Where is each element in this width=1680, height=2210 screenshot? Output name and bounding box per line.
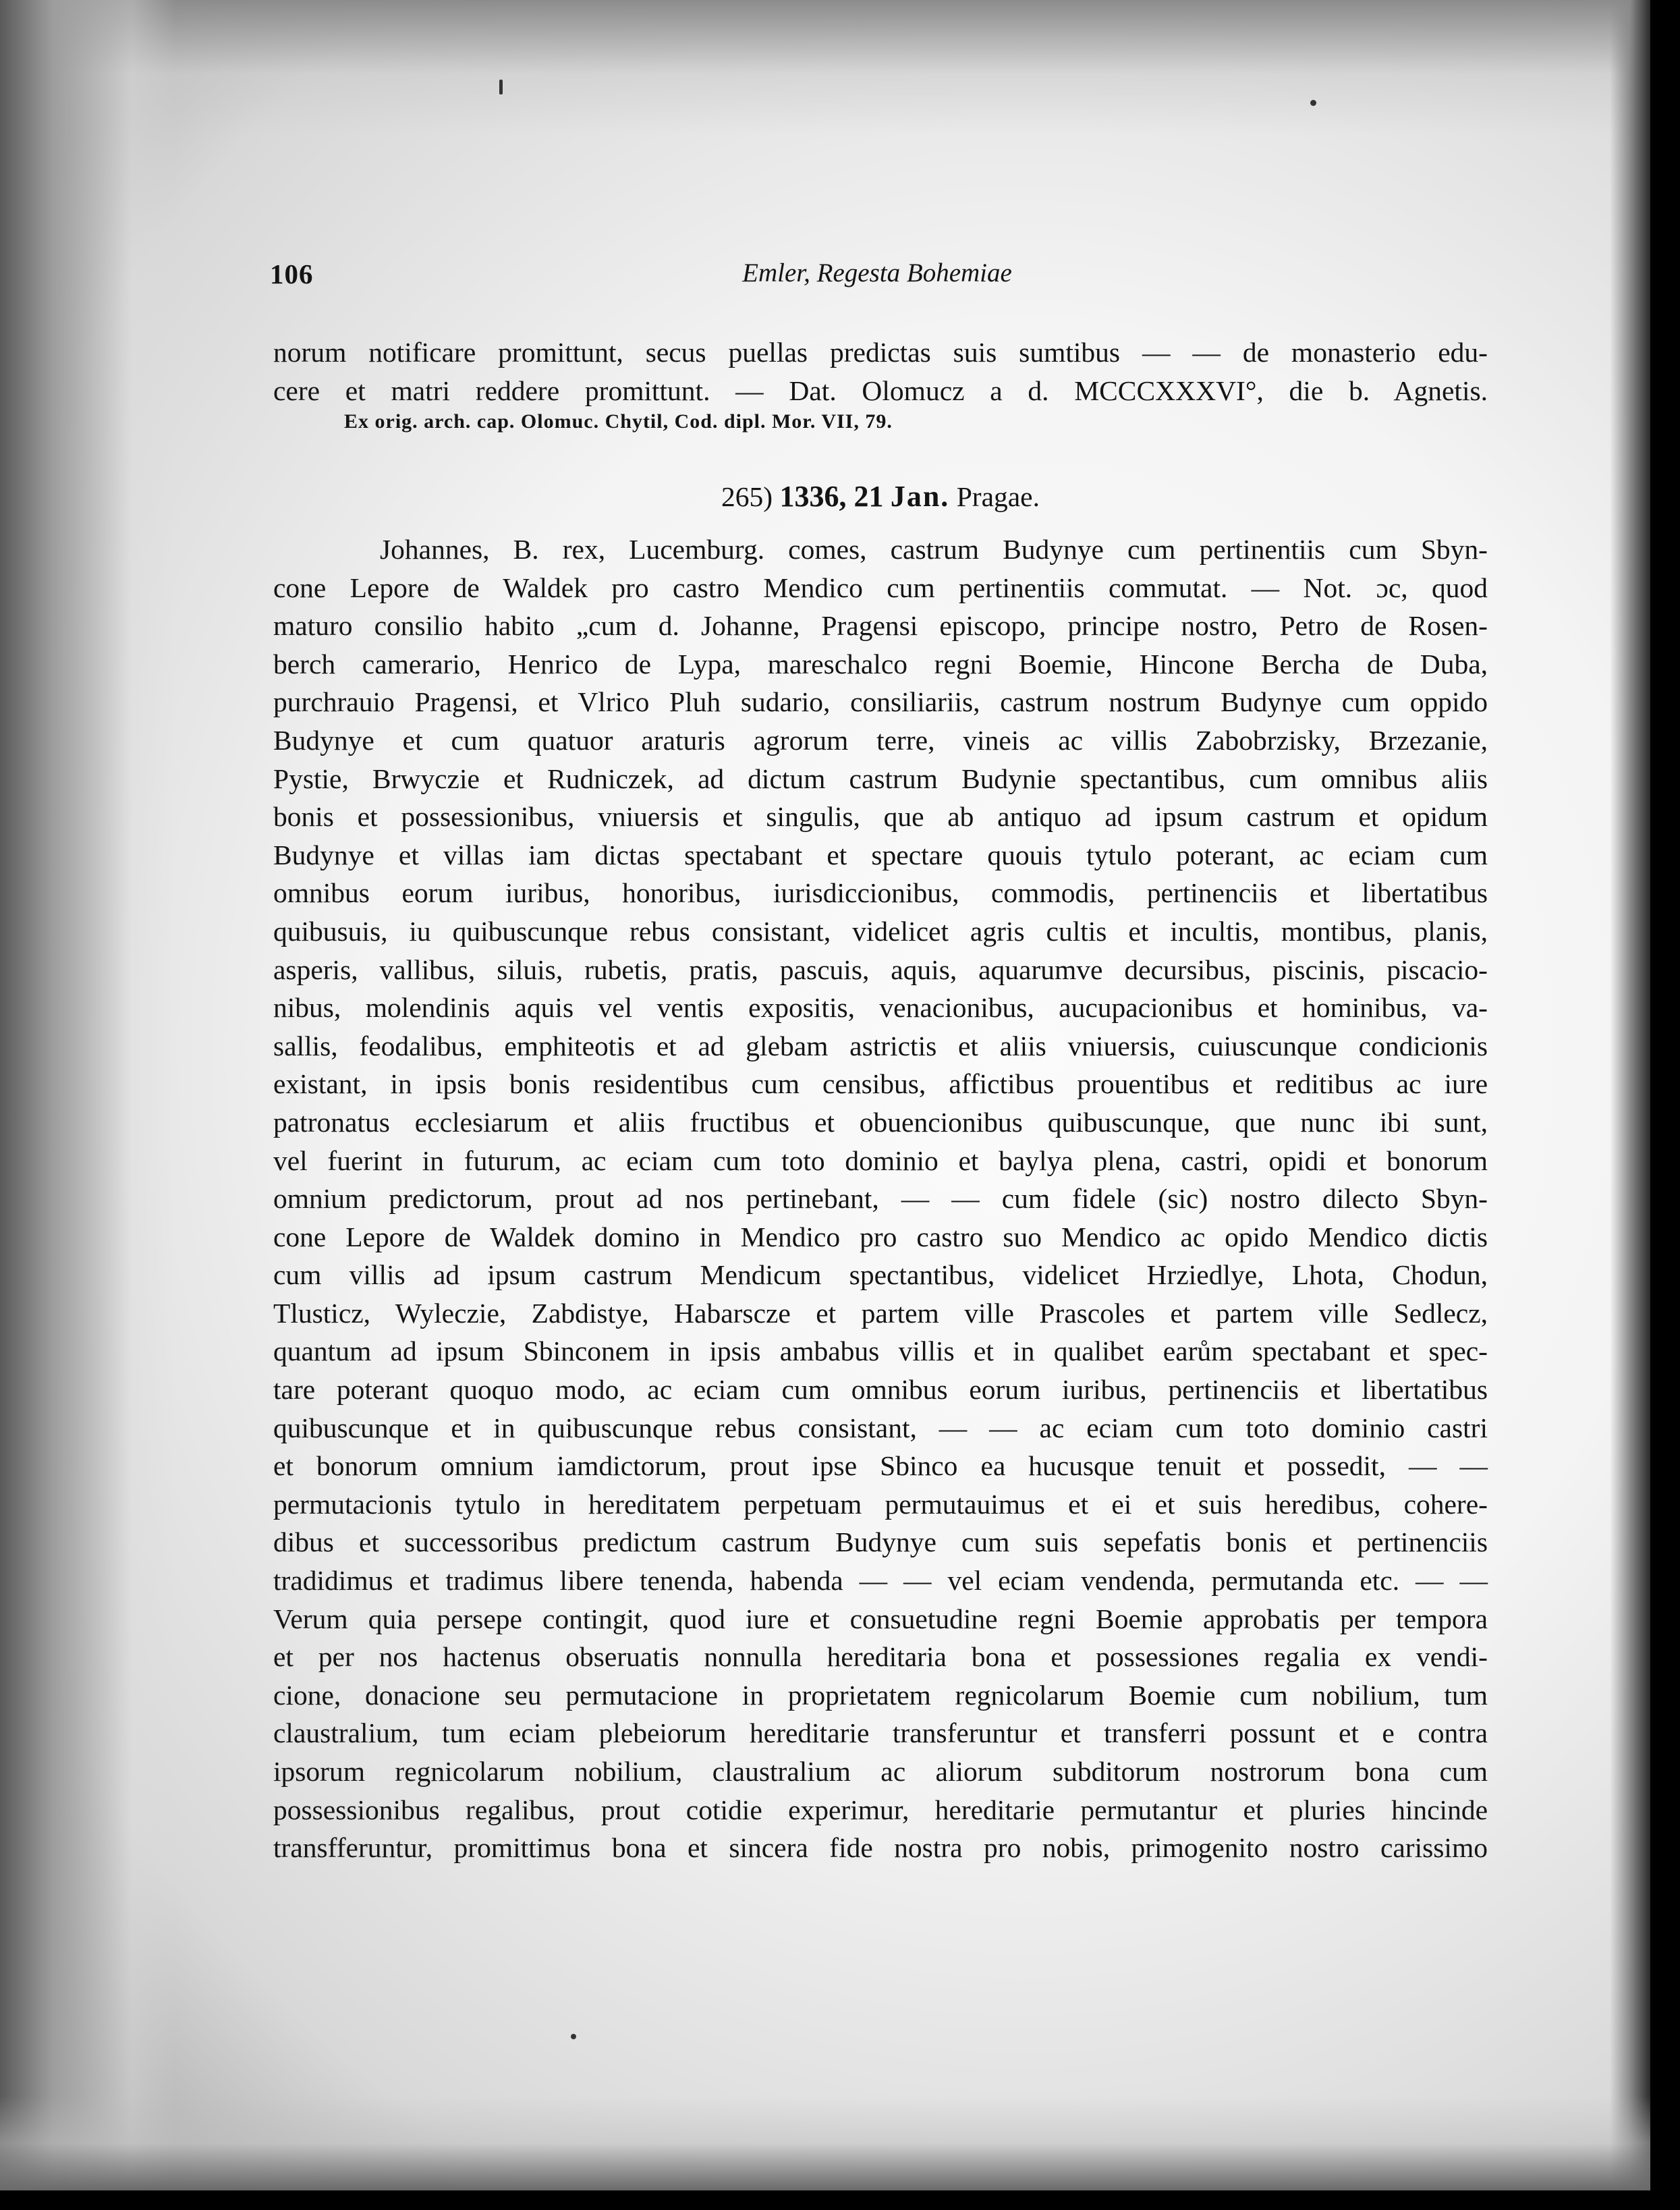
text-line: cere et matri reddere promittunt. — Dat. Olomucz a d. MCCCXXXVI°, die b. Agnetis. xyxy=(273,375,1488,406)
text-line: existant, in ipsis bonis residentibus cum censibus, affictibus prouentibus et reditibus ac iure xyxy=(273,1068,1488,1100)
text-line: patronatus ecclesiarum et aliis fructibus et obuencionibus quibuscunque, que nunc ibi sunt, xyxy=(273,1106,1488,1138)
text-line: bonis et possessionibus, vniuersis et singulis, que ab antiquo ad ipsum castrum et opidum xyxy=(273,801,1488,833)
text-line: cone Lepore de Waldek domino in Mendico pro castro suo Mendico ac opido Mendico dictis xyxy=(273,1221,1488,1252)
source-note: Ex orig. arch. cap. Olomuc. Chytil, Cod. dipl. Mor. VII, 79. xyxy=(344,410,893,433)
entry-heading xyxy=(273,479,1488,514)
page-header xyxy=(270,258,1484,305)
text-line: quibusuis, iu quibuscunque rebus consistant, videlicet agris cultis et incultis, montibus, planis, xyxy=(273,915,1488,947)
text-line: quantum ad ipsum Sbinconem in ipsis ambabus villis et in qualibet earům spectabant et spec- xyxy=(273,1335,1488,1367)
scan-speck xyxy=(1310,100,1316,106)
text-line: quibuscunque et in quibuscunque rebus consistant, — — ac eciam cum toto dominio castri xyxy=(273,1412,1488,1443)
page-number: 106 xyxy=(270,258,314,289)
scan-shadow-left xyxy=(0,0,175,2190)
text-line: cione, donacione seu permutacione in proprietatem regnicolarum Boemie cum nobilium, tum xyxy=(273,1679,1488,1711)
text-line: et bonorum omnium iamdictorum, prout ipse Sbinco ea hucusque tenuit et possedit, — — xyxy=(273,1450,1488,1482)
entry-number: 265) xyxy=(721,481,773,512)
text-line: vel fuerint in futurum, ac eciam cum toto dominio et baylya plena, castri, opidi et bonorum xyxy=(273,1144,1488,1176)
text-line: ipsorum regnicolarum nobilium, claustralium ac aliorum subditorum nostrorum bona cum xyxy=(273,1756,1488,1787)
entry-body-text xyxy=(273,530,1488,1867)
text-line: asperis, vallibus, siluis, rubetis, pratis, pascuis, aquis, aquarumve decursibus, piscinis, piscacio- xyxy=(273,954,1488,985)
scan-shadow-right xyxy=(1610,0,1650,2190)
scan-shadow-bottom xyxy=(0,2096,1650,2190)
text-line: cone Lepore de Waldek pro castro Mendico cum pertinentiis commutat. — Not. ɔc, quod xyxy=(273,572,1488,603)
scan-shadow-top xyxy=(0,0,1650,135)
text-line: maturo consilio habito „cum d. Johanne, Pragensi episcopo, principe nostro, Petro de Rosen- xyxy=(273,610,1488,642)
text-line: berch camerario, Henrico de Lypa, mareschalco regni Boemie, Hincone Bercha de Duba, xyxy=(273,648,1488,680)
text-line: nibus, molendinis aquis vel ventis expositis, venacionibus, aucupacionibus et hominibus, va- xyxy=(273,992,1488,1024)
text-line: tradidimus et tradimus libere tenenda, habenda — — vel eciam vendenda, permutanda etc. — — xyxy=(273,1565,1488,1597)
text-line: Budynye et villas iam dictas spectabant et spectare quouis tytulo poterant, ac eciam cum xyxy=(273,839,1488,871)
entry-date: 1336, 21 xyxy=(779,480,884,513)
text-line: permutacionis tytulo in hereditatem perpetuam permutauimus et ei et suis heredibus, cohere- xyxy=(273,1488,1488,1520)
text-line: transfferuntur, promittimus bona et sincera fide nostra pro nobis, primogenito nostro carissimo xyxy=(273,1832,1488,1864)
text-line: dibus et successoribus predictum castrum Budynye cum suis sepefatis bonis et pertinenciis xyxy=(273,1526,1488,1558)
text-line: tare poterant quoquo modo, ac eciam cum omnibus eorum iuribus, pertinenciis et libertatibus xyxy=(273,1374,1488,1406)
text-line: possessionibus regalibus, prout cotidie experimur, hereditarie permutantur et pluries hincinde xyxy=(273,1794,1488,1825)
text-line: claustralium, tum eciam plebeiorum hereditarie transferuntur et transferri possunt et e contra xyxy=(273,1717,1488,1749)
previous-entry-text xyxy=(273,333,1488,410)
text-line: norum notificare promittunt, secus puellas predictas suis sumtibus — — de monasterio edu- xyxy=(273,337,1488,368)
scan-speck xyxy=(499,80,503,94)
text-line: purchrauio Pragensi, et Vlrico Pluh sudario, consiliariis, castrum nostrum Budynye cum oppido xyxy=(273,686,1488,718)
text-line: Budynye et cum quatuor araturis agrorum terre, vineis ac villis Zabobrzisky, Brzezanie, xyxy=(273,724,1488,756)
entry-month: Jan. xyxy=(890,480,950,513)
scan-speck xyxy=(571,2034,576,2039)
running-title: Emler, Regesta Bohemiae xyxy=(742,258,1012,287)
text-line: sallis, feodalibus, emphiteotis et ad glebam astrictis et aliis vniuersis, cuiuscunque condicionis xyxy=(273,1030,1488,1061)
entry-place: Pragae. xyxy=(956,481,1040,512)
text-line: cum villis ad ipsum castrum Mendicum spectantibus, videlicet Hrziedlye, Lhota, Chodun, xyxy=(273,1259,1488,1291)
text-line: omnibus eorum iuribus, honoribus, iurisdiccionibus, commodis, pertinenciis et libertatibus xyxy=(273,877,1488,909)
text-line: Tlusticz, Wyleczie, Zabdistye, Habarscze et partem ville Prascoles et partem ville Sedlecz, xyxy=(273,1297,1488,1329)
text-line: omnium predictorum, prout ad nos pertinebant, — — cum fidele (sic) nostro dilecto Sbyn- xyxy=(273,1183,1488,1215)
text-line: et per nos hactenus obseruatis nonnulla hereditaria bona et possessiones regalia ex vendi- xyxy=(273,1641,1488,1673)
text-line: Johannes, B. rex, Lucemburg. comes, castrum Budynye cum pertinentiis cum Sbyn- xyxy=(380,534,1488,565)
text-line: Verum quia persepe contingit, quod iure et consuetudine regni Boemie approbatis per tempora xyxy=(273,1603,1488,1634)
text-line: Pystie, Brwyczie et Rudniczek, ad dictum castrum Budynie spectantibus, cum omnibus aliis xyxy=(273,763,1488,794)
